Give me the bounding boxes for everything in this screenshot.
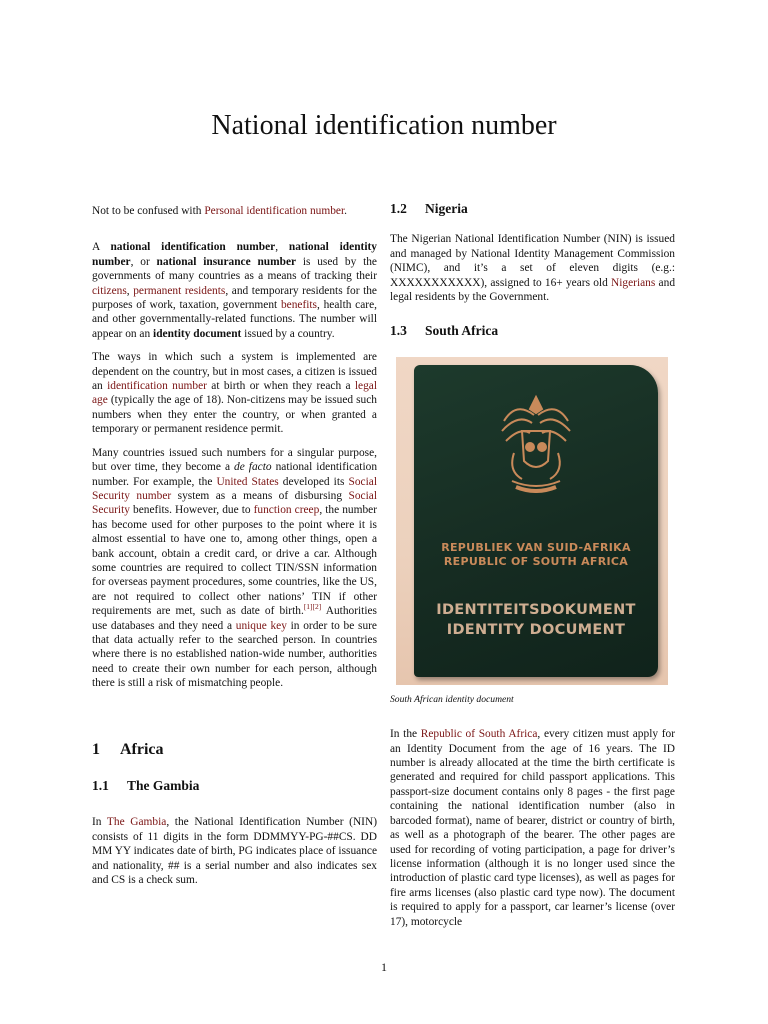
identity-document-afrikaans-label: IDENTITEITSDOKUMENT [436,601,636,618]
id-document-booklet [414,365,658,677]
disambiguation-notice: Not to be confused with Personal identification number. [92,205,347,217]
gambia-paragraph: In The Gambia, the National Identification Number (NIN) consists of 11 digits in the form DDMMYY-PG-##CS. DD MM YY indicates date of birth, PG indicates place of issuance and nationality, ## is a serial number and also indicates sex and CS is a check sum. [92,816,377,887]
united-states-link[interactable]: United States [216,475,279,488]
de-facto-paragraph: Many countries issued such numbers for a singular purpose, but over time, they become a de facto national identification number. For example, the United States developed its Social Security number system as a means of disbursing Social Security benefits. However, due to function creep, the number has become used for other purposes to the point where it is almost essential to have one to, among other things, open a bank account, obtain a credit card, or drive a car. Although some countries are required to collect TIN/SSN information for overseas payment procedures, some countries, like the US, are not required to collect other nations’ TIN if other requirements are met, such as date of birth.[1][2] Authorities use databases and they need a unique key in order to be sure that data actually refer to the searched person. In countries where there is no established nation-wide number, authorities need to create their own number for each person, although there is still a risk of mismatching people. [92,446,378,690]
citizens-link[interactable]: citizens [92,284,127,297]
social-security-link[interactable]: Social Security [92,489,378,517]
social-security-number-link[interactable]: Social Security number [92,475,377,502]
legal-age-link[interactable]: legal age [92,380,378,407]
page-title: National identification number [211,110,557,141]
function-creep-link[interactable]: function creep [253,504,320,517]
republic-afrikaans-label: REPUBLIEK VAN SUID-AFRIKA [441,540,631,554]
section-heading-nigeria: 1.2 Nigeria [390,201,468,216]
south-africa-paragraph: In the Republic of South Africa, every citizen must apply for an Identity Document from the age of 16 years. The ID number is already allocated at the time the birth certificate is generated and required for child passport applications. This passport-size document contains only 8 pages - the first page containing the national identification number (also in barcoded format), name of bearer, district or country of birth, as well as a photograph of the bearer. The other pages are used for recording of voting participation, a page for driver’s license information (although it is no longer used since the introduction of plastic card type licenses), as well as pages for fire arms licenses (also plastic card type now). The document is required to apply for a passport, car learner’s license (over 17), motorcycle [390,728,676,928]
republic-english-label: REPUBLIC OF SOUTH AFRICA [443,554,629,568]
identity-document-english-label: IDENTITY DOCUMENT [446,621,626,638]
permanent-residents-link[interactable]: permanent residents [133,284,226,297]
intro-paragraph: A national identification number, national identity number, or national insurance number is used by the governments of many countries as a means of tracking their citizens, permanent residents, and temporary residents for the purposes of work, taxation, government benefits, health care, and other governmentally-related functions. The number will appear on an identity document issued by a country. [92,241,377,340]
the-gambia-link[interactable]: The Gambia [106,816,167,829]
image-caption: South African identity document [390,693,514,705]
implementation-paragraph: The ways in which such a system is implemented are dependent on the country, but in most cases, a citizen is issued an identification number at birth or when they reach a legal age (typically the age of 18). Non-citizens may be issued such numbers when they enter the country, or when granted a temporary or permanent residence permit. [92,351,378,436]
unique-key-link[interactable]: unique key [235,619,287,632]
south-african-id-photo [396,357,668,685]
section-heading-south-africa: 1.3 South Africa [390,323,499,339]
nigeria-paragraph: The Nigerian National Identification Number (NIN) is issued and managed by National Identity Management Commission (NIMC), and it’s a set of eleven digits (e.g.: XXXXXXXXXXX), assigned to 16+ years old Nigerians and legal residents by the Government. [390,233,676,304]
identification-number-link[interactable]: identification number [107,380,207,393]
page-number: 1 [381,960,387,974]
personal-identification-number-link[interactable]: Personal identification number [204,205,345,217]
coat-of-arms-icon [496,391,576,493]
section-heading-the-gambia: 1.1 The Gambia [92,778,200,793]
citation-link[interactable]: [1][2] [303,602,322,612]
nigerians-link[interactable]: Nigerians [611,276,656,289]
republic-of-south-africa-link[interactable]: Republic of South Africa [420,728,538,741]
right-column [390,202,675,938]
section-heading-africa: 1 Africa [92,740,164,758]
left-column [92,204,377,896]
benefits-link[interactable]: benefits [280,299,317,312]
